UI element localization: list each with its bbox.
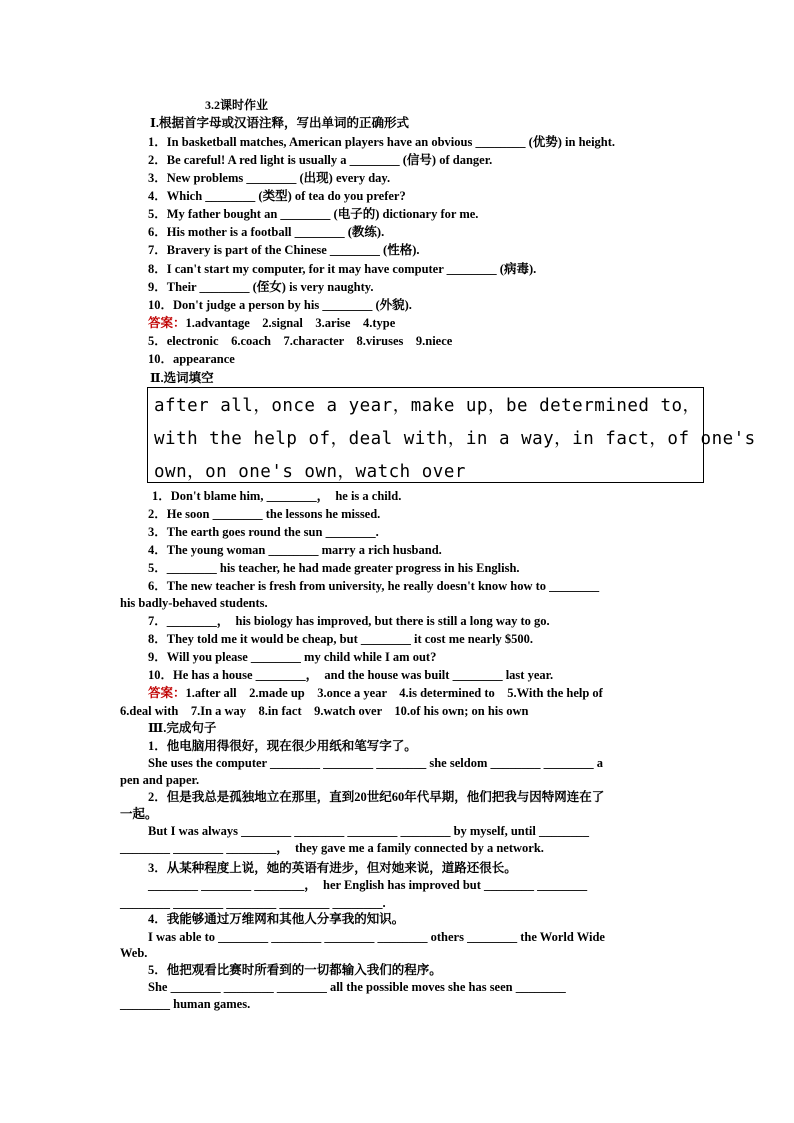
answer-text: 1.advantage 2.signal 3.arise 4.type xyxy=(185,316,396,330)
s2-item-1: 1．Don't blame him, ________， he is a child. xyxy=(152,489,402,503)
section-2-header: Ⅱ.选词填空 xyxy=(150,371,214,385)
s2-answer-line-2: 6.deal with 7.In a way 8.in fact 9.watch over 10.of his own; on his own xyxy=(120,704,529,718)
answer-label: 答案： xyxy=(148,686,186,700)
s1-answer-line-1 xyxy=(148,315,395,331)
s3-line-16: ________ human games. xyxy=(120,997,251,1011)
s3-line-2: She uses the computer ________ ________ ________ she seldom ________ ________ a xyxy=(148,756,603,770)
section-3-header: Ⅲ.完成句子 xyxy=(148,721,217,735)
s3-line-7: ________ ________ ________， they gave me a family connected by a network. xyxy=(120,841,544,855)
s1-item-4: 4．Which ________ (类型) of tea do you prefer? xyxy=(148,189,406,203)
s3-line-4: 2．但是我总是孤独地立在那里，直到20世纪60年代早期，他们把我与因特网连在了 xyxy=(148,790,605,804)
s1-item-6: 6．His mother is a football ________ (教练). xyxy=(148,225,385,239)
s3-line-8: 3．从某种程度上说，她的英语有进步，但对她来说，道路还很长。 xyxy=(148,861,517,875)
s3-line-15: She ________ ________ ________ all the possible moves she has seen ________ xyxy=(148,980,566,994)
s2-item-9: 9．Will you please ________ my child while I am out? xyxy=(148,650,437,664)
s2-item-6: 6．The new teacher is fresh from university, he really doesn't know how to ________ xyxy=(148,579,600,593)
s1-item-10: 10．Don't judge a person by his ________ (外貌). xyxy=(148,298,412,312)
s2-item-2: 2．He soon ________ the lessons he missed. xyxy=(148,507,381,521)
answer-label: 答案： xyxy=(148,316,186,330)
answer-text: 1.after all 2.made up 3.once a year 4.is determined to 5.With the help of xyxy=(185,686,603,700)
word-bank-line-2: with the help of，deal with，in a way，in fact，of one's xyxy=(154,429,756,449)
section-1-header: Ⅰ.根据首字母或汉语注释，写出单词的正确形式 xyxy=(150,116,409,130)
s1-item-8: 8．I can't start my computer, for it may have computer ________ (病毒). xyxy=(148,262,537,276)
s1-answer-line-3: 10．appearance xyxy=(148,352,235,366)
s3-line-5: 一起。 xyxy=(120,807,158,821)
s2-item-7: 7．________， his biology has improved, but there is still a long way to go. xyxy=(148,614,550,628)
word-bank-line-3: own，on one's own，watch over xyxy=(154,462,466,482)
s2-item-3: 3．The earth goes round the sun ________. xyxy=(148,525,379,539)
s3-line-6: But I was always ________ ________ ________ ________ by myself, until ________ xyxy=(148,824,589,838)
s1-item-3: 3．New problems ________ (出现) every day. xyxy=(148,171,391,185)
s3-line-13: Web. xyxy=(120,946,148,960)
s3-line-9: ________ ________ ________， her English has improved but ________ ________ xyxy=(148,878,588,892)
s3-line-3: pen and paper. xyxy=(120,773,200,787)
s1-item-7: 7．Bravery is part of the Chinese ________ (性格). xyxy=(148,243,420,257)
word-bank-box xyxy=(147,387,756,483)
s2-item-4: 4．The young woman ________ marry a rich husband. xyxy=(148,543,442,557)
s1-item-2: 2．Be careful! A red light is usually a ________ (信号) of danger. xyxy=(148,153,493,167)
s1-answer-line-2: 5．electronic 6.coach 7.character 8.viruses 9.niece xyxy=(148,334,453,348)
s2-item-5: 5．________ his teacher, he had made greater progress in his English. xyxy=(148,561,520,575)
page-title: 3.2课时作业 xyxy=(205,98,269,112)
word-bank-line-1: after all，once a year，make up，be determined to， xyxy=(154,396,701,416)
s2-item-6-cont: his badly-behaved students. xyxy=(120,596,268,610)
s1-item-5: 5．My father bought an ________ (电子的) dictionary for me. xyxy=(148,207,479,221)
s3-line-14: 5．他把观看比赛时所看到的一切都输入我们的程序。 xyxy=(148,963,442,977)
s2-item-8: 8．They told me it would be cheap, but ________ it cost me nearly $500. xyxy=(148,632,534,646)
s1-item-9: 9．Their ________ (侄女) is very naughty. xyxy=(148,280,374,294)
s3-line-10: ________ ________ ________ ________ ________. xyxy=(120,896,386,910)
s2-answer-line-1 xyxy=(148,685,603,701)
s3-line-11: 4．我能够通过万维网和其他人分享我的知识。 xyxy=(148,912,405,926)
s1-item-1: 1．In basketball matches, American players have an obvious ________ (优势) in height. xyxy=(148,135,616,149)
s3-line-12: I was able to ________ ________ ________ ________ others ________ the World Wide xyxy=(148,930,605,944)
s2-item-10: 10．He has a house ________， and the house was built ________ last year. xyxy=(148,668,554,682)
s3-line-1: 1．他电脑用得很好，现在很少用纸和笔写字了。 xyxy=(148,739,417,753)
